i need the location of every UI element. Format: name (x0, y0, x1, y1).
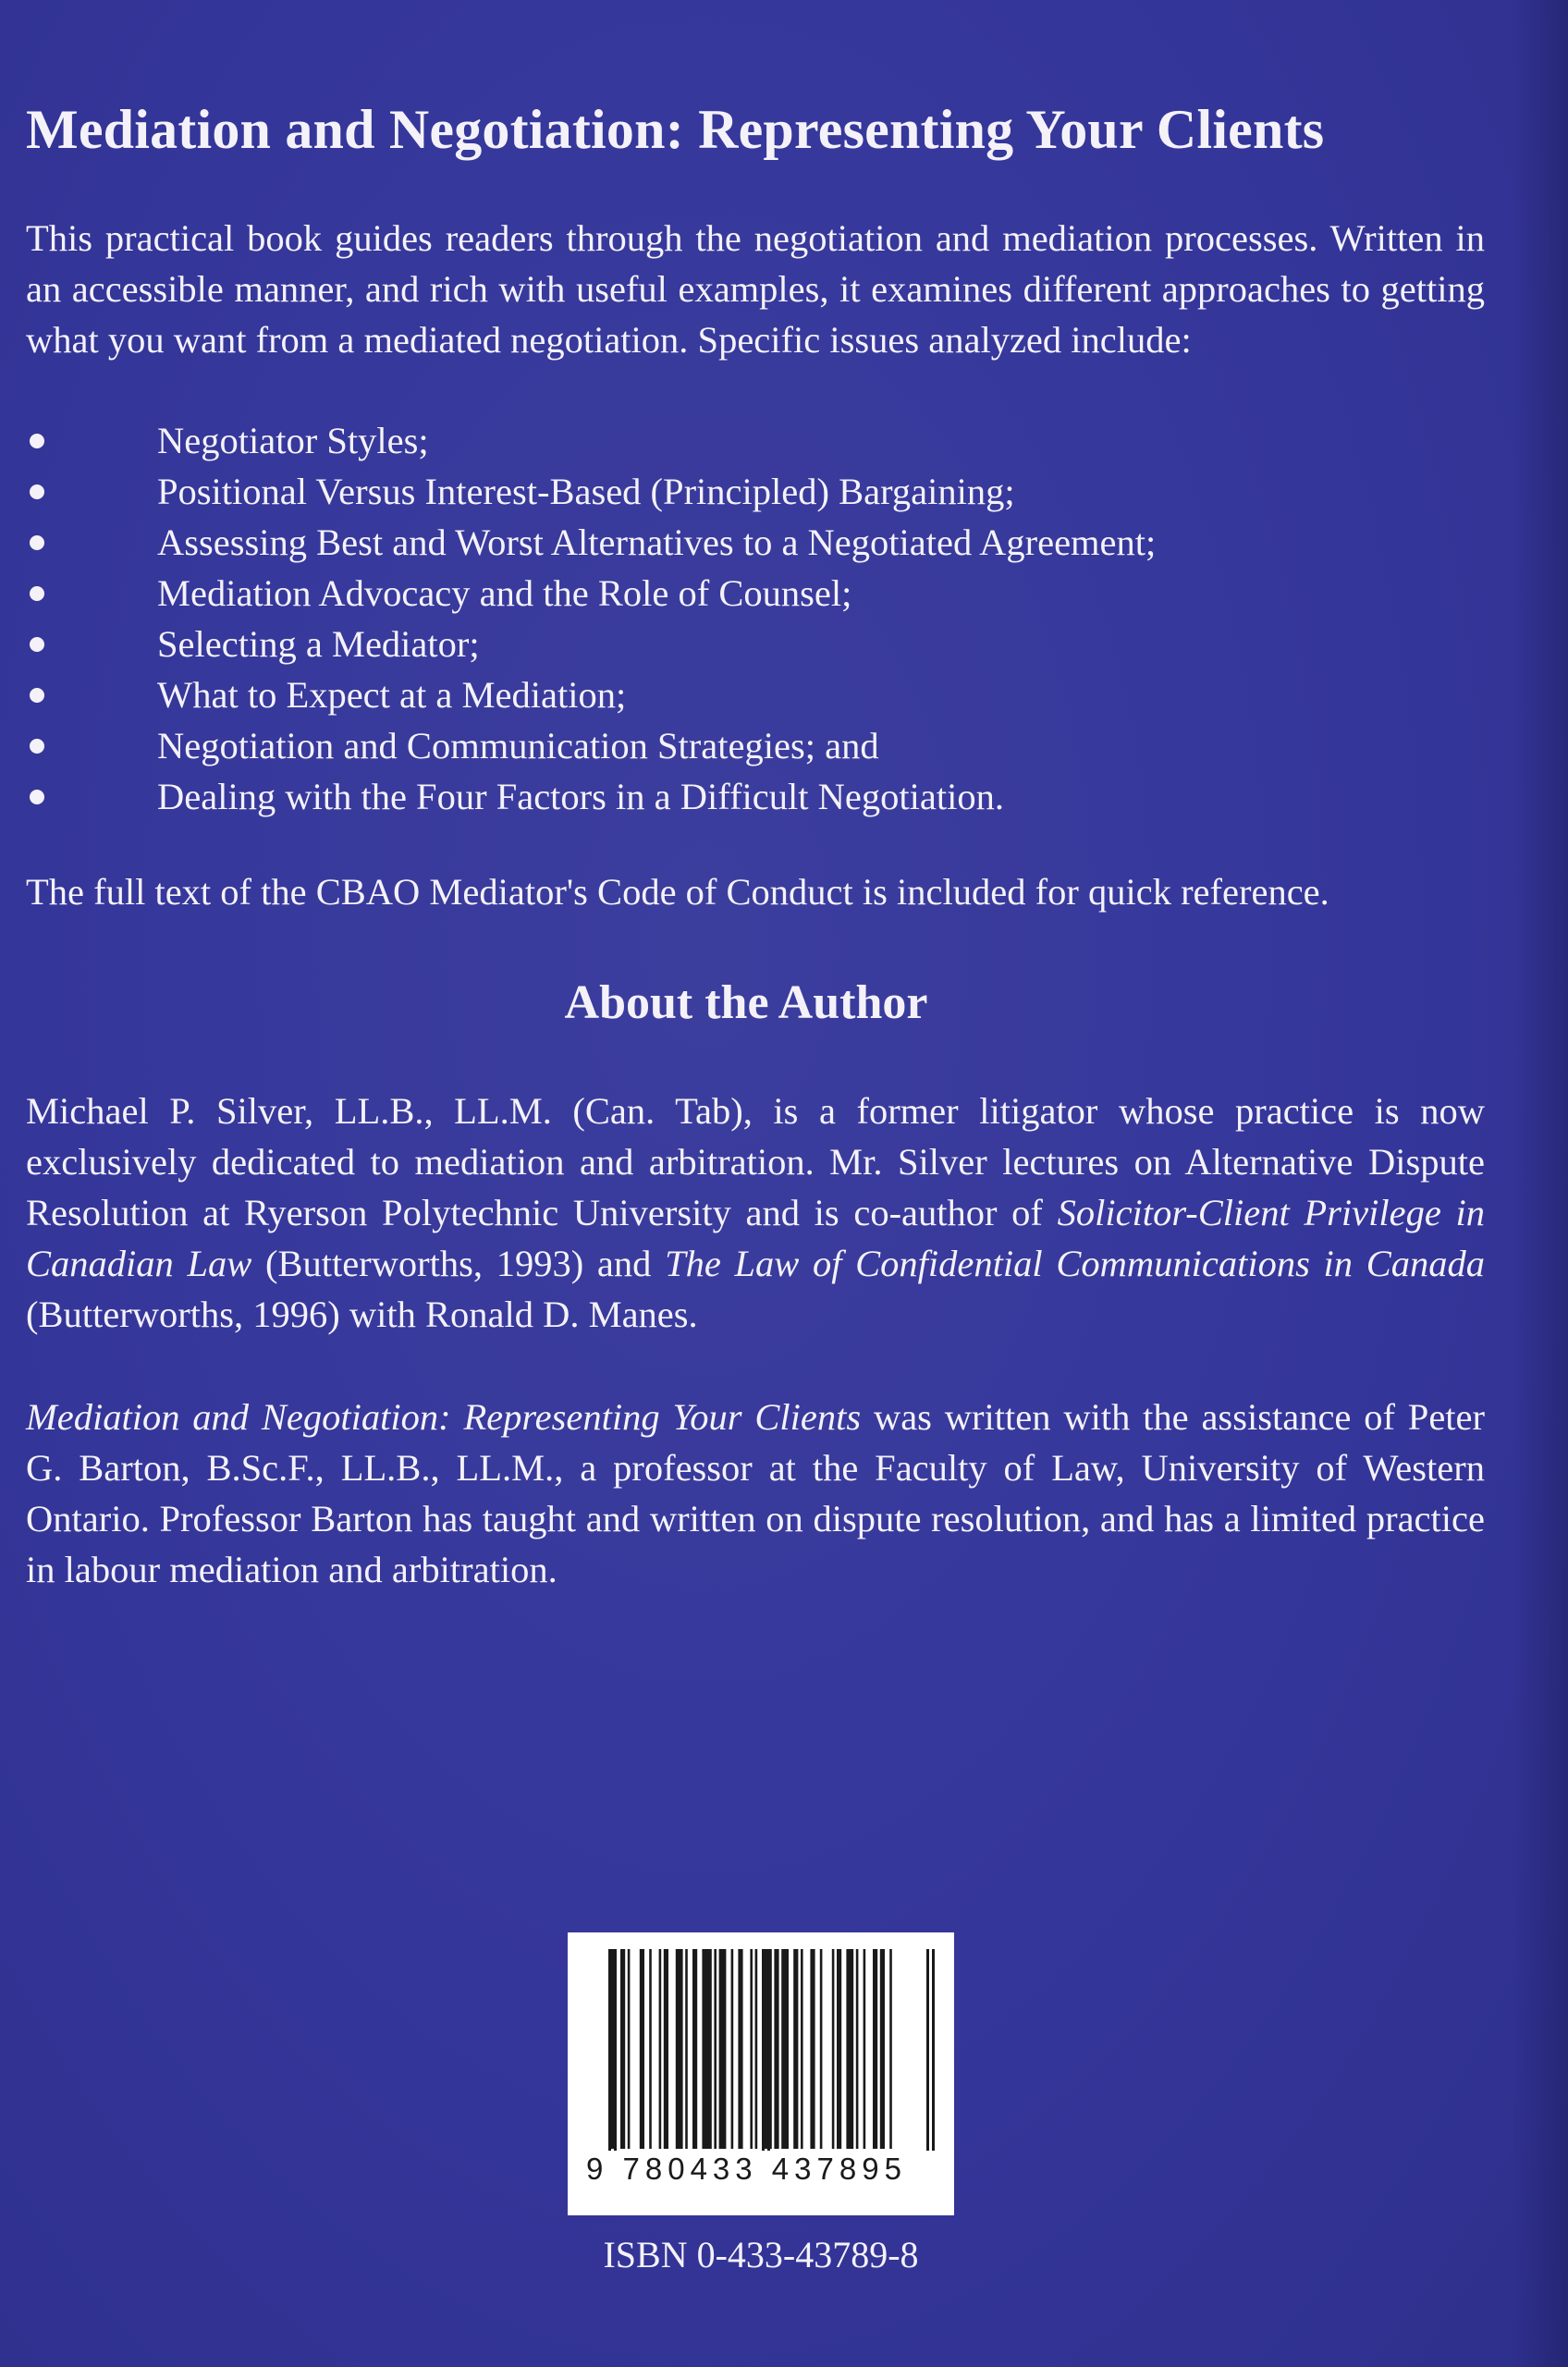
barcode-guard-bar (608, 1949, 611, 2164)
barcode-bar (820, 1949, 823, 2149)
bullet-icon (30, 739, 44, 754)
list-item (26, 415, 1485, 466)
list-item (26, 720, 1485, 771)
barcode-bar (873, 1949, 877, 2149)
barcode-guard-bar (762, 1949, 765, 2164)
barcode-bar (837, 1949, 841, 2149)
code-of-conduct-note: The full text of the CBAO Mediator's Code of Conduct is included for quick reference. (26, 871, 1329, 913)
barcode (568, 1932, 954, 2215)
bullet-icon (30, 637, 44, 652)
barcode-bar (856, 1949, 859, 2149)
barcode-number: 9 780433 437895 (586, 2151, 937, 2188)
bullet-icon (30, 434, 44, 448)
barcode-bar (676, 1949, 683, 2149)
about-author-heading: About the Author (564, 976, 928, 1029)
assistance-text: was written with the assistance of Peter G. Barton, B.Sc.F., LL.B., LL.M., a professor at the Faculty of Law, University of Western Ontario. Professor Barton has taught and written on dispute resolution, and has a limited practice in labour mediation and arbitration. (26, 1396, 1486, 1590)
paragraph-spacer (26, 1340, 1485, 1392)
list-item-text: Positional Versus Interest-Based (Principled) Bargaining; (157, 471, 1015, 512)
bullet-icon (30, 586, 44, 601)
barcode-bar (889, 1949, 892, 2149)
barcode-bar (628, 1949, 631, 2149)
isbn-label: ISBN 0-433-43789-8 (603, 2234, 919, 2275)
book-reference-1: Solicitor-Client Privilege in Canadian Law (26, 1192, 1485, 1284)
list-item-text: What to Expect at a Mediation; (157, 674, 627, 716)
list-item (26, 466, 1485, 517)
barcode-bar (620, 1949, 625, 2149)
barcode-guard-bar (614, 1949, 617, 2164)
author-bio-text: Michael P. Silver, LL.B., LL.M. (Can. Tab), is a former litigator whose practice is now exclusively dedicated to mediation and arbitration. Mr. Silver lectures on Alternative Dispute Resolution at Ryerson Polytechnic University and is co-author of (26, 1090, 1485, 1233)
barcode-guard-bar (767, 1949, 770, 2164)
intro-paragraph: This practical book guides readers through the negotiation and mediation processes. Written in an accessible manner, and rich with useful examples, it examines different approaches to getting what you want from a mediated negotiation. Specific issues analyzed include: (26, 217, 1485, 361)
assistance-paragraph (26, 1392, 1485, 1595)
barcode-bar (832, 1949, 835, 2149)
cover-edge-shadow (1513, 0, 1568, 2367)
list-item-text: Dealing with the Four Factors in a Difficult Negotiation. (157, 776, 1004, 817)
barcode-bar (664, 1949, 668, 2149)
barcode-bar (810, 1949, 815, 2149)
barcode-bar (880, 1949, 885, 2149)
list-item-text: Negotiator Styles; (157, 420, 429, 461)
barcode-bar (738, 1949, 742, 2149)
barcode-bar (685, 1949, 688, 2149)
list-item-text: Assessing Best and Worst Alternatives to a Negotiated Agreement; (157, 521, 1157, 563)
bullet-icon (30, 484, 44, 499)
book-title: Mediation and Negotiation: Representing Your Clients (26, 99, 1325, 160)
barcode-guard-bar (926, 1949, 929, 2164)
barcode-bar (793, 1949, 798, 2149)
barcode-guard-bar (932, 1949, 935, 2164)
barcode-bar (801, 1949, 803, 2149)
list-item (26, 669, 1485, 720)
author-bio-paragraph (26, 1085, 1485, 1340)
list-item (26, 771, 1485, 822)
book-reference-2: The Law of Confidential Communications in Canada (665, 1243, 1485, 1284)
issues-list (26, 415, 1485, 822)
barcode-bar (864, 1949, 866, 2149)
barcode-bar (846, 1949, 853, 2149)
author-bio-text: (Butterworths, 1993) and (251, 1243, 666, 1284)
barcode-bar (702, 1949, 711, 2149)
barcode-bar (750, 1949, 753, 2149)
barcode-bar (731, 1949, 734, 2149)
barcode-bar (714, 1949, 717, 2149)
barcode-bar (781, 1949, 789, 2149)
book-title-reference: Mediation and Negotiation: Representing Your Clients (26, 1396, 862, 1438)
barcode-bar (649, 1949, 652, 2149)
list-item-text: Negotiation and Communication Strategies; and (157, 725, 879, 767)
bullet-icon (30, 535, 44, 550)
barcode-bar (755, 1949, 758, 2149)
list-item (26, 517, 1485, 568)
list-item (26, 619, 1485, 669)
bullet-icon (30, 790, 44, 804)
barcode-bar (640, 1949, 644, 2149)
list-item-text: Selecting a Mediator; (157, 623, 480, 665)
list-item-text: Mediation Advocacy and the Role of Counsel; (157, 572, 852, 614)
author-bio-text: (Butterworths, 1996) with Ronald D. Manes. (26, 1294, 698, 1335)
barcode-bar (774, 1949, 778, 2149)
barcode-bar (692, 1949, 697, 2149)
cover-content (26, 92, 1485, 1595)
barcode-bar (719, 1949, 727, 2149)
list-item (26, 568, 1485, 619)
barcode-bar (659, 1949, 662, 2149)
bullet-icon (30, 688, 44, 703)
